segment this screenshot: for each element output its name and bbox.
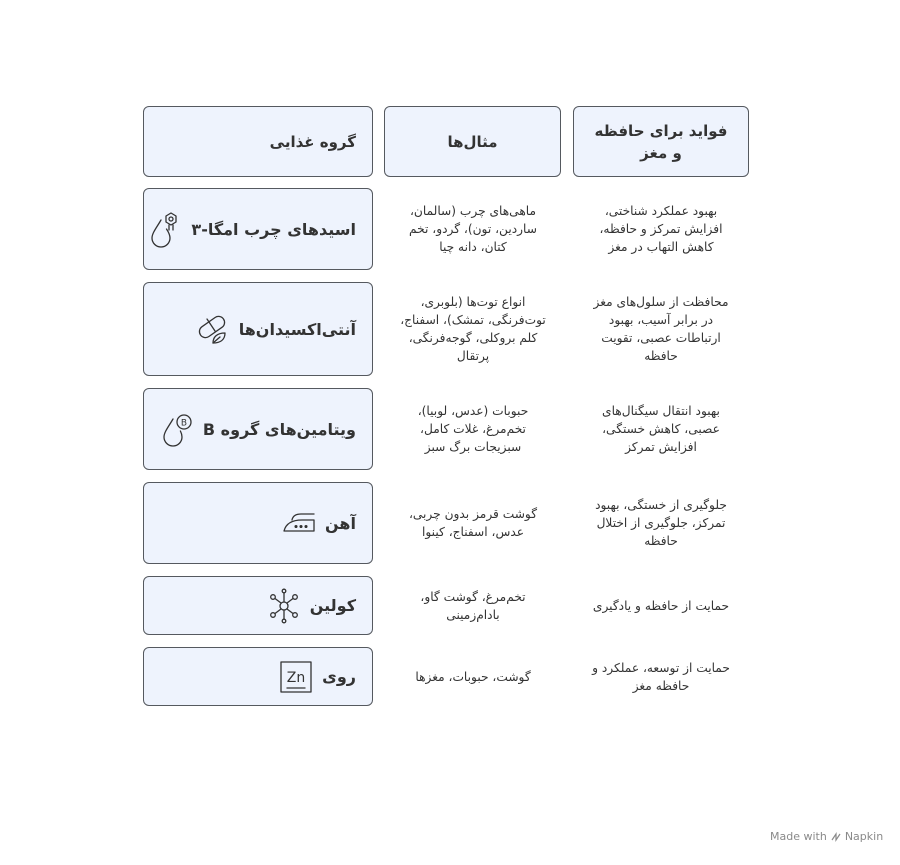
category-label: ویتامین‌های گروه B xyxy=(202,419,356,439)
iron-icon xyxy=(281,503,317,543)
header-examples-label: مثال‌ها xyxy=(447,132,498,151)
category-label: روی xyxy=(322,667,356,686)
examples-omega-3 xyxy=(398,188,548,270)
category-iron xyxy=(143,482,373,564)
benefits-zinc xyxy=(586,647,736,706)
category-label: کولین xyxy=(309,596,356,615)
header-food-group-label: گروه غذایی xyxy=(269,132,356,151)
svg-text:B: B xyxy=(180,418,187,429)
zinc-element-icon xyxy=(278,657,314,697)
benefits-omega-3 xyxy=(586,188,736,270)
footer-made-with: Made with xyxy=(770,830,827,843)
header-benefits-label: فواید برای حافظه و مغز xyxy=(594,121,728,162)
napkin-logo-icon xyxy=(831,832,841,842)
benefits-antioxidants xyxy=(586,282,736,376)
examples-text: گوشت، حبوبات، مغزها xyxy=(415,669,531,684)
examples-vitamin-b xyxy=(398,388,548,470)
benefits-choline xyxy=(586,576,736,635)
vitamin-b-drop-icon xyxy=(159,409,195,449)
examples-text: ماهی‌های چرب (سالمان، ساردین، تون)، گردو، تخم کتان، دانه چیا xyxy=(409,204,537,254)
category-vitamin-b xyxy=(143,388,373,470)
benefits-text: بهبود انتقال سیگنال‌های عصبی، کاهش خستگی، افزایش تمرکز xyxy=(602,404,720,454)
examples-text: گوشت قرمز بدون چربی، عدس، اسفناج، کینوا xyxy=(408,507,538,539)
examples-text: حبوبات (عدس، لوبیا)، تخم‌مرغ، غلات کامل، سبزیجات برگ سبز xyxy=(417,404,529,454)
header-benefits xyxy=(573,106,749,177)
examples-iron xyxy=(398,482,548,564)
napkin-watermark xyxy=(770,830,883,843)
omega-3-drop-icon xyxy=(147,209,183,249)
examples-zinc xyxy=(398,647,548,706)
benefits-text: حمایت از توسعه، عملکرد و حافظه مغز xyxy=(592,660,730,693)
examples-antioxidants xyxy=(398,282,548,376)
benefits-vitamin-b xyxy=(586,388,736,470)
zinc-symbol: Zn xyxy=(286,669,306,686)
molecule-icon xyxy=(266,586,302,626)
category-antioxidants xyxy=(143,282,373,376)
category-label: اسیدهای چرب امگا-۳ xyxy=(191,219,356,239)
category-label: آنتی‌اکسیدان‌ها xyxy=(238,319,356,339)
examples-choline xyxy=(398,576,548,635)
category-choline xyxy=(143,576,373,635)
category-label: آهن xyxy=(325,513,356,533)
category-zinc xyxy=(143,647,373,706)
benefits-text: بهبود عملکرد شناختی، افزایش تمرکز و حافظه، کاهش التهاب در مغز xyxy=(599,204,723,254)
footer-brand: Napkin xyxy=(844,830,884,843)
capsule-leaf-icon xyxy=(195,309,231,349)
examples-text: تخم‌مرغ، گوشت گاو، بادام‌زمینی xyxy=(420,589,526,622)
benefits-text: حمایت از حافظه و یادگیری xyxy=(592,598,730,613)
category-omega-3 xyxy=(143,188,373,270)
benefits-iron xyxy=(586,482,736,564)
header-examples xyxy=(384,106,561,177)
header-food-group xyxy=(143,106,373,177)
benefits-text: محافظت از سلول‌های مغز در برابر آسیب، بهبود ارتباطات عصبی، تقویت حافظه xyxy=(593,295,729,363)
benefits-text: جلوگیری از خستگی، بهبود تمرکز، جلوگیری از اختلال حافظه xyxy=(595,498,727,548)
examples-text: انواع توت‌ها (بلوبری، توت‌فرنگی، تمشک)، اسفناج، کلم بروکلی، گوجه‌فرنگی، پرتقال xyxy=(400,295,546,363)
